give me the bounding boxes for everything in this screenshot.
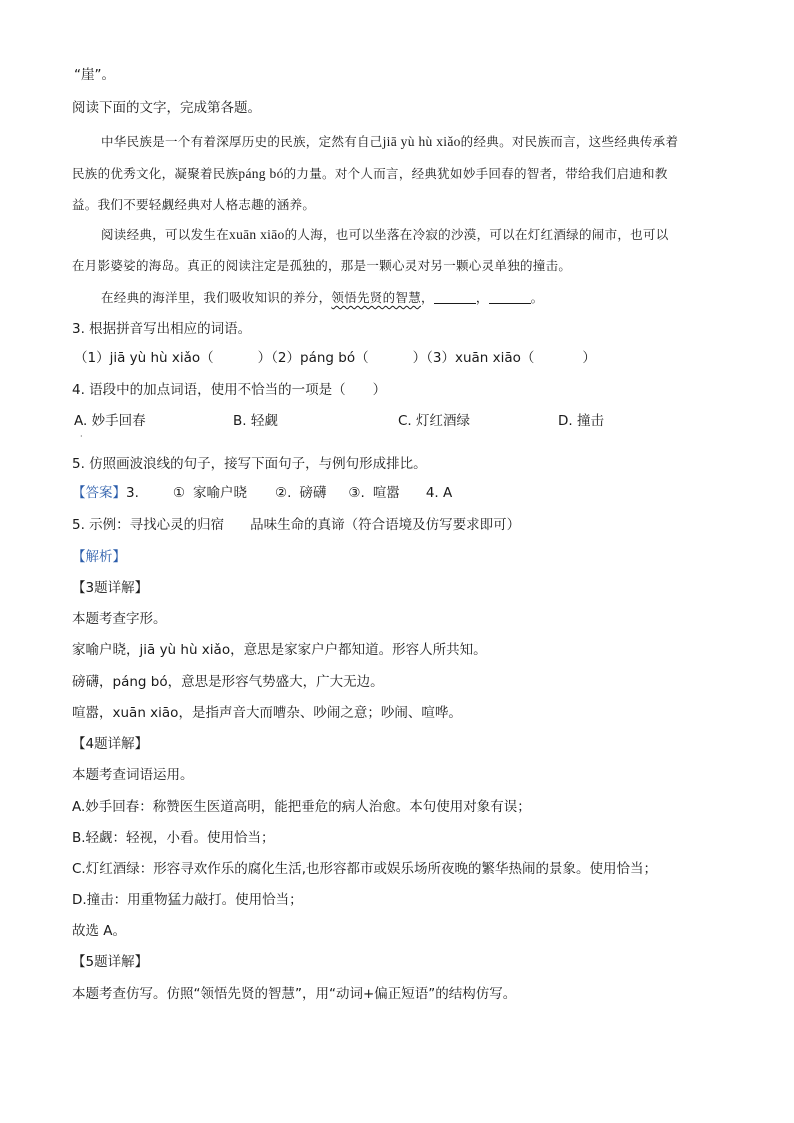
section-5-heading: 【5题详解】	[72, 954, 149, 970]
answer-line-2: 5. 示例：寻找心灵的归宿 品味生命的真谛（符合语境及仿写要求即可）	[72, 517, 521, 533]
section-4-line: C.灯红酒绿：形容寻欢作乐的腐化生活,也形容都市或娱乐场所夜晚的繁华热闹的景象。使用恰当；	[72, 861, 658, 877]
passage-line-3: 益。我们不要轻觑经典对人格志趣的涵养。	[72, 197, 316, 212]
option-b[interactable]: B. 轻觑	[233, 413, 278, 429]
pinyin-pangbo: páng bó	[238, 166, 284, 181]
section-4-line: D.撞击：用重物猛力敲打。使用恰当；	[72, 892, 303, 908]
answer-line-1: 【答案】3. ① 家喻户晓 ②. 磅礴 ③. 喧嚣 4. A	[72, 485, 453, 501]
pinyin-jiayuhuxiao: jiā yù hù xiǎo	[382, 134, 461, 149]
question-5-title: 5. 仿照画波浪线的句子，接写下面句子，与例句形成排比。	[72, 456, 427, 472]
emphasis-dot: ·	[80, 432, 83, 441]
option-d[interactable]: D. 撞击	[558, 413, 604, 429]
question-3-title: 3. 根据拼音写出相应的词语。	[72, 321, 252, 337]
passage-line-6: 在经典的海洋里，我们吸收知识的养分，领悟先贤的智慧， ， 。	[101, 290, 544, 305]
section-4-line: B.轻觑：轻视，小看。使用恰当；	[72, 830, 275, 846]
passage-line-5: 在月影婆娑的海岛。真正的阅读注定是孤独的，那是一颗心灵对另一颗心灵单独的撞击。	[72, 258, 572, 273]
wavy-sentence: 领悟先贤的智慧	[331, 290, 422, 305]
passage-line-1: 中华民族是一个有着深厚历史的民族，定然有自己jiā yù hù xiǎo的经典。对民族而言，这些经典传承着	[101, 134, 679, 149]
option-a[interactable]: A. 妙手回春	[74, 413, 146, 429]
answer-blank-1[interactable]	[434, 291, 476, 304]
reading-intro: 阅读下面的文字，完成第各题。	[72, 100, 261, 116]
section-3-line: 本题考查字形。	[72, 611, 167, 627]
section-4-line: 本题考查词语运用。	[72, 767, 194, 783]
question-4-title: 4. 语段中的加点词语，使用不恰当的一项是（ ）	[72, 382, 387, 398]
section-5-line: 本题考查仿写。仿照“领悟先贤的智慧”，用“动词+偏正短语”的结构仿写。	[72, 986, 517, 1002]
passage-line-4: 阅读经典，可以发生在xuān xiāo的人海，也可以坐落在冷寂的沙漠，可以在灯红酒绿的闹市，也可以	[101, 227, 669, 242]
question-3-items: （1）jiā yù hù xiǎo（ ）（2）páng bó（ ）（3）xuān xiāo（ ）	[74, 350, 596, 366]
top-fragment: “崖”。	[74, 67, 115, 83]
answer-blank-2[interactable]	[489, 291, 531, 304]
option-c[interactable]: C. 灯红酒绿	[398, 413, 471, 429]
answer-tag: 【答案】	[72, 485, 126, 501]
section-4-heading: 【4题详解】	[72, 736, 149, 752]
section-4-line: A.妙手回春：称赞医生医道高明，能把垂危的病人治愈。本句使用对象有误；	[72, 799, 531, 815]
section-3-line: 喧嚣，xuān xiāo，是指声音大而嘈杂、吵闹之意；吵闹、喧哗。	[72, 705, 462, 721]
section-4-line: 故选 A。	[72, 923, 127, 939]
section-3-line: 磅礴，páng bó，意思是形容气势盛大，广大无边。	[72, 674, 384, 690]
analysis-tag: 【解析】	[72, 549, 126, 565]
passage-line-2: 民族的优秀文化，凝聚着民族páng bó的力量。对个人而言，经典犹如妙手回春的智者，带给我们启迪和教	[72, 166, 668, 181]
pinyin-xuanxiao: xuān xiāo	[229, 227, 285, 242]
section-3-line: 家喻户晓，jiā yù hù xiǎo，意思是家家户户都知道。形容人所共知。	[72, 642, 487, 658]
section-3-heading: 【3题详解】	[72, 580, 149, 596]
